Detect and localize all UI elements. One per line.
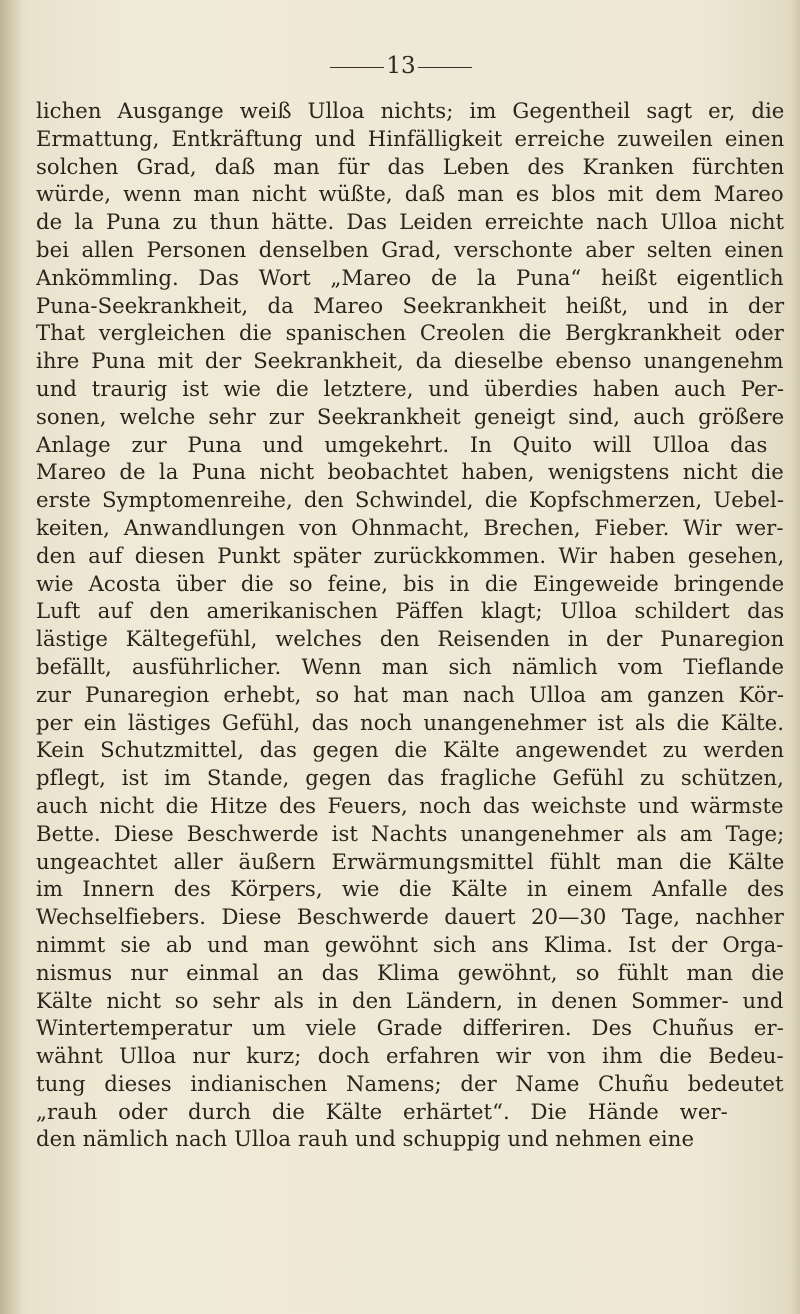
text-line: Ankömmling. Das Wort „Mareo de la Puna“ heißt eigentlich: [36, 264, 784, 290]
text-line: Kälte nicht so sehr als in den Ländern, in denen Sommer- und: [36, 987, 784, 1013]
text-line: würde, wenn man nicht wüßte, daß man es blos mit dem Mareo: [36, 181, 784, 207]
text-line: pflegt, ist im Stande, gegen das fragliche Gefühl zu schützen,: [36, 765, 784, 791]
text-line: erste Symptomenreihe, den Schwindel, die Kopfschmerzen, Uebel-: [36, 487, 785, 513]
text-line: lichen Ausgange weiß Ulloa nichts; im Gegentheil sagt er, die: [36, 98, 785, 123]
text-line: Anlage zur Puna und umgekehrt. In Quito will Ulloa das: [36, 431, 768, 457]
text-line: lästige Kältegefühl, welches den Reisenden in der Punaregion: [36, 626, 785, 652]
text-line: Puna-Seekrankheit, da Mareo Seekrankheit heißt, und in der: [36, 292, 785, 318]
text-line: bei allen Personen denselben Grad, verschonte aber selten einen: [36, 236, 784, 262]
text-line: solchen Grad, daß man für das Leben des Kranken fürchten: [36, 153, 785, 179]
text-line: Bette. Diese Beschwerde ist Nachts unangenehmer als am Tage;: [36, 820, 785, 846]
text-line: im Innern des Körpers, wie die Kälte in einem Anfalle des: [36, 876, 785, 902]
text-line: wie Acosta über die so feine, bis in die Eingeweide bringende: [36, 570, 785, 596]
book-spine-shadow: [0, 0, 22, 1314]
text-line: und traurig ist wie die letztere, und überdies haben auch Per-: [36, 375, 785, 401]
text-line: sonen, welche sehr zur Seekrankheit geneigt sind, auch größere: [36, 403, 785, 429]
page-number: 13: [386, 53, 416, 79]
text-line: ungeachtet aller äußern Erwärmungsmittel fühlt man die Kälte: [36, 848, 785, 874]
text-line: That vergleichen die spanischen Creolen die Bergkrankheit oder: [36, 320, 784, 346]
text-line: befällt, ausführlicher. Wenn man sich nämlich vom Tieflande: [36, 653, 785, 679]
header-rule-right: [418, 67, 472, 68]
text-line: Wechselfiebers. Diese Beschwerde dauert 20—30 Tage, nachher: [36, 904, 784, 930]
header-rule-left: [330, 67, 384, 68]
body-text: [36, 97, 788, 1153]
text-line: nimmt sie ab und man gewöhnt sich ans Klima. Ist der Orga-: [36, 931, 784, 957]
text-line: nismus nur einmal an das Klima gewöhnt, so fühlt man die: [36, 959, 785, 985]
text-line: auch nicht die Hitze des Feuers, noch das weichste und wärmste: [36, 792, 784, 818]
text-line: tung dieses indianischen Namens; der Name Chuñu bedeutet: [36, 1070, 784, 1096]
text-line: Kein Schutzmittel, das gegen die Kälte angewendet zu werden: [36, 737, 785, 763]
text-line: de la Puna zu thun hätte. Das Leiden erreichte nach Ulloa nicht: [36, 209, 785, 235]
text-line: Luft auf den amerikanischen Päffen klagt; Ulloa schildert das: [36, 598, 785, 624]
text-line: keiten, Anwandlungen von Ohnmacht, Brechen, Fieber. Wir wer-: [36, 514, 784, 540]
text-line: ihre Puna mit der Seekrankheit, da dieselbe ebenso unangenehm: [36, 348, 784, 374]
text-line: Wintertemperatur um viele Grade differiren. Des Chuñus er-: [36, 1015, 784, 1041]
text-line: zur Punaregion erhebt, so hat man nach Ulloa am ganzen Kör-: [36, 681, 785, 707]
text-line: den auf diesen Punkt später zurückkommen. Wir haben gesehen,: [36, 542, 785, 568]
text-line: „rauh oder durch die Kälte erhärtet“. Die Hände wer-: [36, 1098, 728, 1124]
page-header: [0, 50, 800, 80]
text-line: Ermattung, Entkräftung und Hinfälligkeit erreiche zuweilen einen: [36, 125, 785, 151]
text-line: wähnt Ulloa nur kurz; doch erfahren wir von ihm die Bedeu-: [36, 1043, 784, 1069]
text-line: Mareo de la Puna nicht beobachtet haben, wenigstens nicht die: [36, 459, 784, 485]
text-line: per ein lästiges Gefühl, das noch unangenehmer ist als die Kälte.: [36, 709, 785, 735]
text-line: den nämlich nach Ulloa rauh und schuppig und nehmen eine: [36, 1126, 695, 1152]
